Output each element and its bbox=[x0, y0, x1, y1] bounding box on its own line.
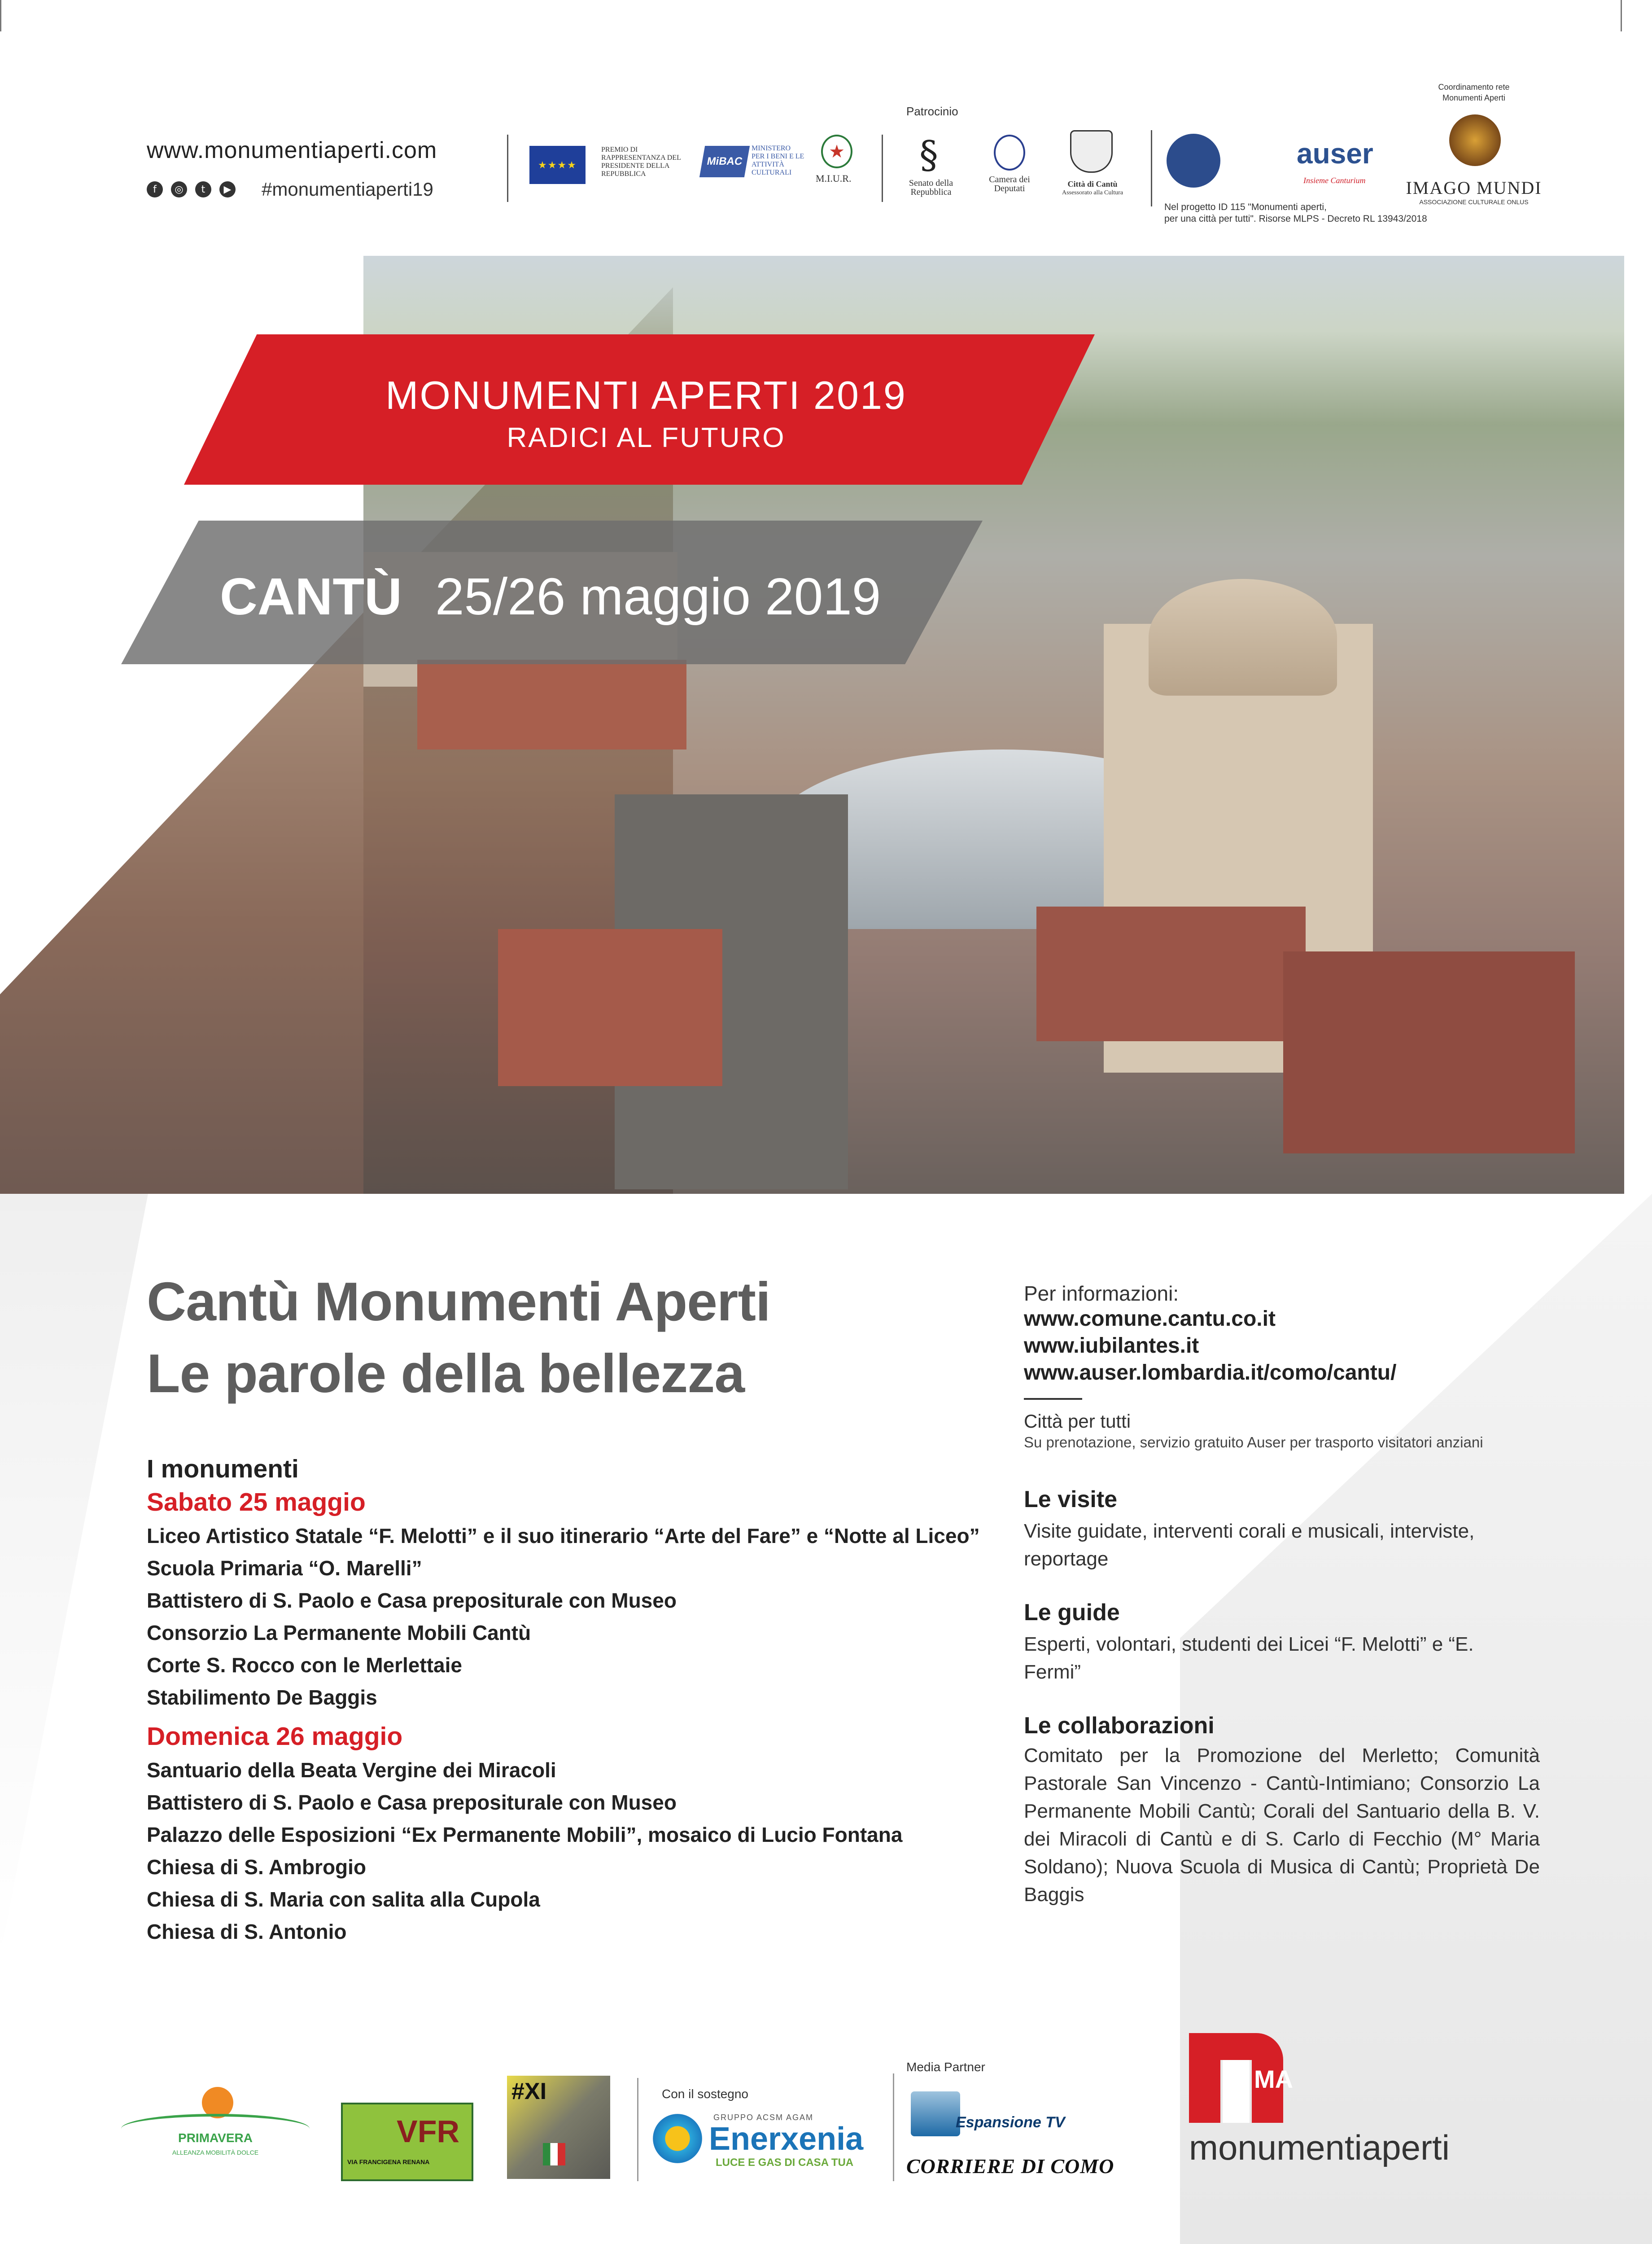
saturday-label: Sabato 25 maggio bbox=[147, 1488, 366, 1516]
italy-flag-icon bbox=[543, 2143, 565, 2165]
list-item: Corte S. Rocco con le Merlettaie bbox=[147, 1653, 462, 1677]
senato-logo: § bbox=[919, 133, 938, 177]
sostegno-label: Con il sostegno bbox=[662, 2087, 749, 2101]
saturday-list bbox=[147, 1520, 1022, 1714]
cantu-text: Città di Cantù bbox=[1067, 180, 1118, 188]
youtube-icon[interactable]: ▶ bbox=[219, 181, 236, 197]
header-divider-2 bbox=[882, 135, 883, 202]
enerxenia-text: Enerxenia bbox=[709, 2121, 864, 2157]
media-partner-label: Media Partner bbox=[906, 2060, 985, 2074]
guide-title: Le guide bbox=[1024, 1600, 1120, 1626]
twitter-icon[interactable]: t bbox=[195, 181, 211, 197]
event-title: MONUMENTI APERTI 2019 bbox=[385, 373, 907, 417]
guide-text: Esperti, volontari, studenti dei Licei “F. Melotti” e “E. Fermi” bbox=[1024, 1633, 1474, 1683]
imago-sub: ASSOCIAZIONE CULTURALE ONLUS bbox=[1419, 198, 1529, 206]
list-item: Battistero di S. Paolo e Casa prepositurale con Museo bbox=[147, 1791, 677, 1814]
progetto-text-1: Nel progetto ID 115 "Monumenti aperti, bbox=[1164, 202, 1327, 212]
collab-text: Comitato per la Promozione del Merletto; Comunità Pastorale San Vincenzo - Cantù-Intimiano; Consorzio La Permanente Mobili Cantù; Corali del Santuario della B. V. dei Miracoli di Cantù e di S. Carlo di Fecchio (M° Maria Soldano); Nuova Scuola di Musica di Cantù; Proprietà De Baggis bbox=[1024, 1744, 1540, 1906]
vfr-text: VFR bbox=[397, 2114, 459, 2149]
primavera-text: PRIMAVERA bbox=[178, 2131, 253, 2145]
xi-text: #XI bbox=[511, 2078, 547, 2104]
crop-mark-top-left bbox=[0, 0, 1, 31]
list-item: Battistero di S. Paolo e Casa prepositurale con Museo bbox=[147, 1589, 677, 1612]
ma-letters: MA bbox=[1254, 2065, 1294, 2093]
citta-title: Città per tutti bbox=[1024, 1411, 1131, 1432]
social-bar bbox=[147, 179, 433, 200]
list-item: Chiesa di S. Ambrogio bbox=[147, 1855, 367, 1879]
camera-text: Camera dei Deputati bbox=[989, 175, 1030, 193]
list-item: Liceo Artistico Statale “F. Melotti” e il suo itinerario “Arte del Fare” e “Notte al Liceo” bbox=[147, 1524, 980, 1547]
grey-left-shape bbox=[0, 1194, 148, 1957]
auser-sub: Insieme Canturium bbox=[1303, 176, 1366, 185]
patrocinio-label: Patrocinio bbox=[906, 105, 958, 118]
enerxenia-top: GRUPPO ACSM AGAM bbox=[713, 2113, 814, 2122]
brand-name: monumentiaperti bbox=[1189, 2128, 1450, 2167]
coord-label: Coordinamento rete Monumenti Aperti bbox=[1438, 83, 1510, 102]
progetto-text-2: per una città per tutti". Risorse MLPS - Decreto RL 13943/2018 bbox=[1164, 214, 1427, 224]
collab-title: Le collaborazioni bbox=[1024, 1713, 1215, 1739]
etv-icon bbox=[911, 2091, 960, 2136]
espansione-text: Espansione TV bbox=[956, 2114, 1065, 2131]
info-link[interactable]: www.iubilantes.it bbox=[1024, 1334, 1199, 1358]
monuments-section bbox=[147, 1454, 1022, 1948]
senato-text: Senato della Repubblica bbox=[909, 178, 953, 197]
city-name: CANTÙ bbox=[220, 567, 402, 626]
vfr-logo bbox=[341, 2103, 473, 2181]
website-url[interactable]: www.monumentiaperti.com bbox=[147, 137, 437, 163]
monuments-label: I monumenti bbox=[147, 1455, 299, 1483]
visite-title: Le visite bbox=[1024, 1486, 1118, 1512]
imago-mundi-logo bbox=[1449, 114, 1501, 166]
auser-logo: auser bbox=[1297, 137, 1373, 170]
list-item: Palazzo delle Esposizioni “Ex Permanente Mobili”, mosaico di Lucio Fontana bbox=[147, 1823, 903, 1846]
list-item: Stabilimento De Baggis bbox=[147, 1686, 377, 1709]
iubilantes-logo bbox=[1167, 134, 1220, 188]
xi-event-logo bbox=[507, 2076, 610, 2179]
main-heading bbox=[147, 1266, 770, 1409]
vfr-sub: VIA FRANCIGENA RENANA bbox=[347, 2158, 430, 2165]
italy-emblem-icon: ★ bbox=[821, 135, 852, 168]
miur-text: M.I.U.R. bbox=[816, 173, 852, 184]
info-link[interactable]: www.auser.lombardia.it/como/cantu/ bbox=[1024, 1361, 1397, 1385]
crop-mark-top-right bbox=[1621, 0, 1622, 31]
sunday-list bbox=[147, 1754, 1022, 1948]
mibac-logo: MiBAC bbox=[699, 146, 750, 177]
cantu-crest-icon bbox=[1070, 130, 1113, 173]
cantu-sub: Assessorato alla Cultura bbox=[1062, 189, 1123, 196]
espansione-logo bbox=[911, 2091, 1099, 2141]
enerxenia-sub: LUCE E GAS DI CASA TUA bbox=[716, 2156, 854, 2169]
info-label: Per informazioni: bbox=[1024, 1282, 1179, 1305]
footer-divider-1 bbox=[637, 2078, 638, 2181]
list-item: Santuario della Beata Vergine dei Miracoli bbox=[147, 1758, 556, 1782]
primavera-sub: ALLEANZA MOBILITÀ DOLCE bbox=[172, 2149, 259, 2156]
instagram-icon[interactable]: ◎ bbox=[171, 181, 187, 197]
sunday-label: Domenica 26 maggio bbox=[147, 1722, 403, 1751]
corriere-logo: CORRIERE DI COMO bbox=[906, 2155, 1114, 2178]
flower-icon bbox=[653, 2114, 702, 2163]
imago-text: IMAGO MUNDI bbox=[1406, 178, 1542, 198]
citta-text: Su prenotazione, servizio gratuito Auser per trasporto visitatori anziani bbox=[1024, 1434, 1483, 1451]
premio-text: PREMIO DI RAPPRESENTANZA DEL PRESIDENTE DELLA REPUBBLICA bbox=[601, 146, 681, 178]
event-subtitle: RADICI AL FUTURO bbox=[507, 422, 786, 453]
header-divider-1 bbox=[507, 135, 508, 202]
list-item: Scuola Primaria “O. Marelli” bbox=[147, 1556, 422, 1580]
primavera-logo bbox=[121, 2087, 310, 2163]
hashtag: #monumentiaperti19 bbox=[262, 179, 433, 200]
eu-flag-logo: ★★★★ bbox=[529, 146, 586, 184]
monumentiaperti-brand bbox=[1189, 2024, 1450, 2168]
list-item: Chiesa di S. Antonio bbox=[147, 1920, 347, 1943]
ministero-text: MINISTERO PER I BENI E LE ATTIVITÀ CULTURALI bbox=[752, 145, 804, 176]
header-divider-3 bbox=[1151, 130, 1152, 206]
info-divider bbox=[1024, 1398, 1082, 1400]
event-dates: 25/26 maggio 2019 bbox=[435, 567, 881, 626]
footer-divider-2 bbox=[893, 2073, 894, 2181]
list-item: Consorzio La Permanente Mobili Cantù bbox=[147, 1621, 531, 1644]
info-link[interactable]: www.comune.cantu.co.it bbox=[1024, 1307, 1276, 1331]
facebook-icon[interactable]: f bbox=[147, 181, 163, 197]
ma-logo-icon bbox=[1189, 2024, 1292, 2123]
enerxenia-logo bbox=[653, 2105, 886, 2186]
visite-text: Visite guidate, interventi corali e musicali, interviste, reportage bbox=[1024, 1520, 1475, 1570]
camera-logo bbox=[994, 135, 1025, 171]
heading-line-1: Cantù Monumenti Aperti bbox=[147, 1271, 770, 1332]
heading-line-2: Le parole della bellezza bbox=[147, 1343, 745, 1404]
list-item: Chiesa di S. Maria con salita alla Cupola bbox=[147, 1888, 540, 1911]
info-section bbox=[1024, 1281, 1553, 1909]
